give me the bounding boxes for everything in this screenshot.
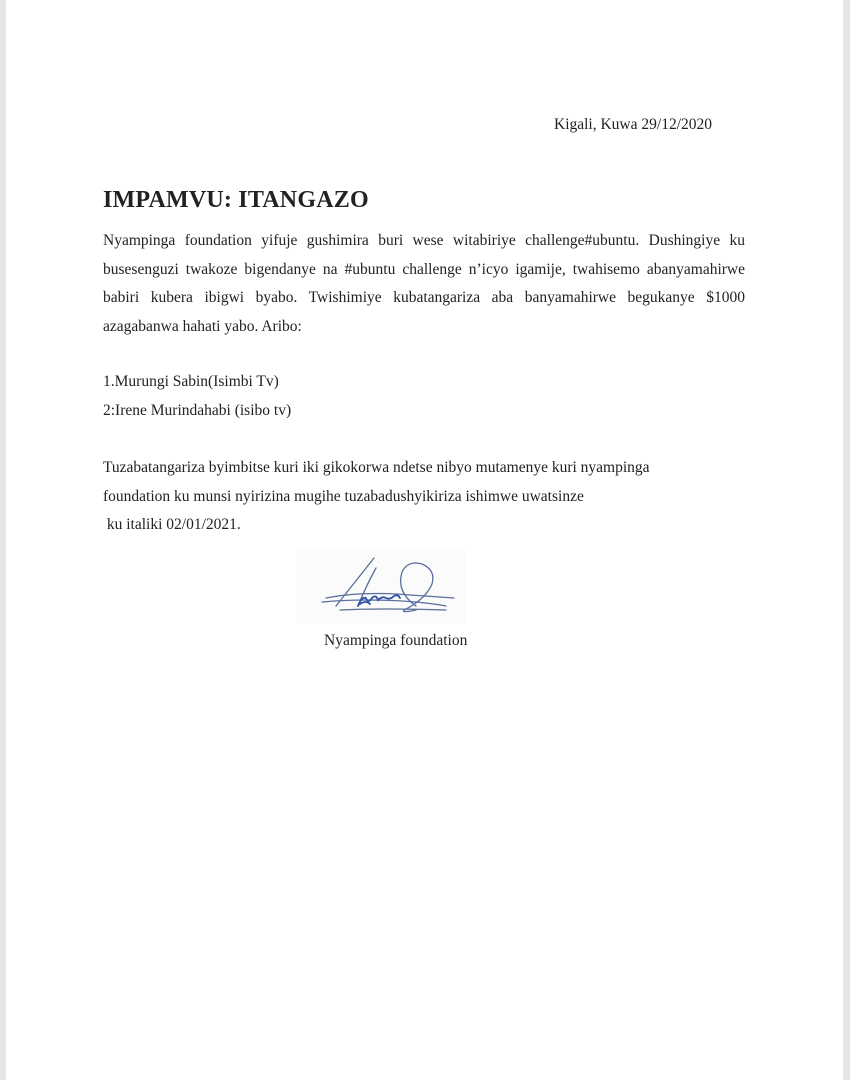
winner-item: 2:Irene Murindahabi (isibo tv) [103,401,292,419]
place-date: Kigali, Kuwa 29/12/2020 [554,116,712,133]
winner-item: 1.Murungi Sabin(Isimbi Tv) [103,373,279,390]
subject-heading: IMPAMVU: ITANGAZO [103,187,369,213]
signature-icon [296,548,466,624]
closing-line: Tuzabatangariza byimbitse kuri iki gikokorwa ndetse nibyo mutamenye kuri nyampinga [103,459,650,476]
winners-list [103,368,291,425]
intro-paragraph: Nyampinga foundation yifuje gushimira buri wese witabiriye challenge#ubuntu. Dushingiye ku busesenguzi twakoze bigendanye na #ubuntu challenge n’icyo igamije, twahisemo abanyamahirwe babiri kubera ibigwi byabo. Twishimiye kubatangariza aba banyamahirwe begukanye $1000 azagabanwa hahati yabo. Aribo: [103,232,745,335]
signatory-name: Nyampinga foundation [324,632,468,649]
closing-line: ku italiki 02/01/2021. [103,516,241,533]
closing-paragraph [103,454,650,540]
document-page [6,0,843,1080]
closing-line: foundation ku munsi nyirizina mugihe tuzabadushyikiriza ishimwe uwatsinze [103,487,584,505]
